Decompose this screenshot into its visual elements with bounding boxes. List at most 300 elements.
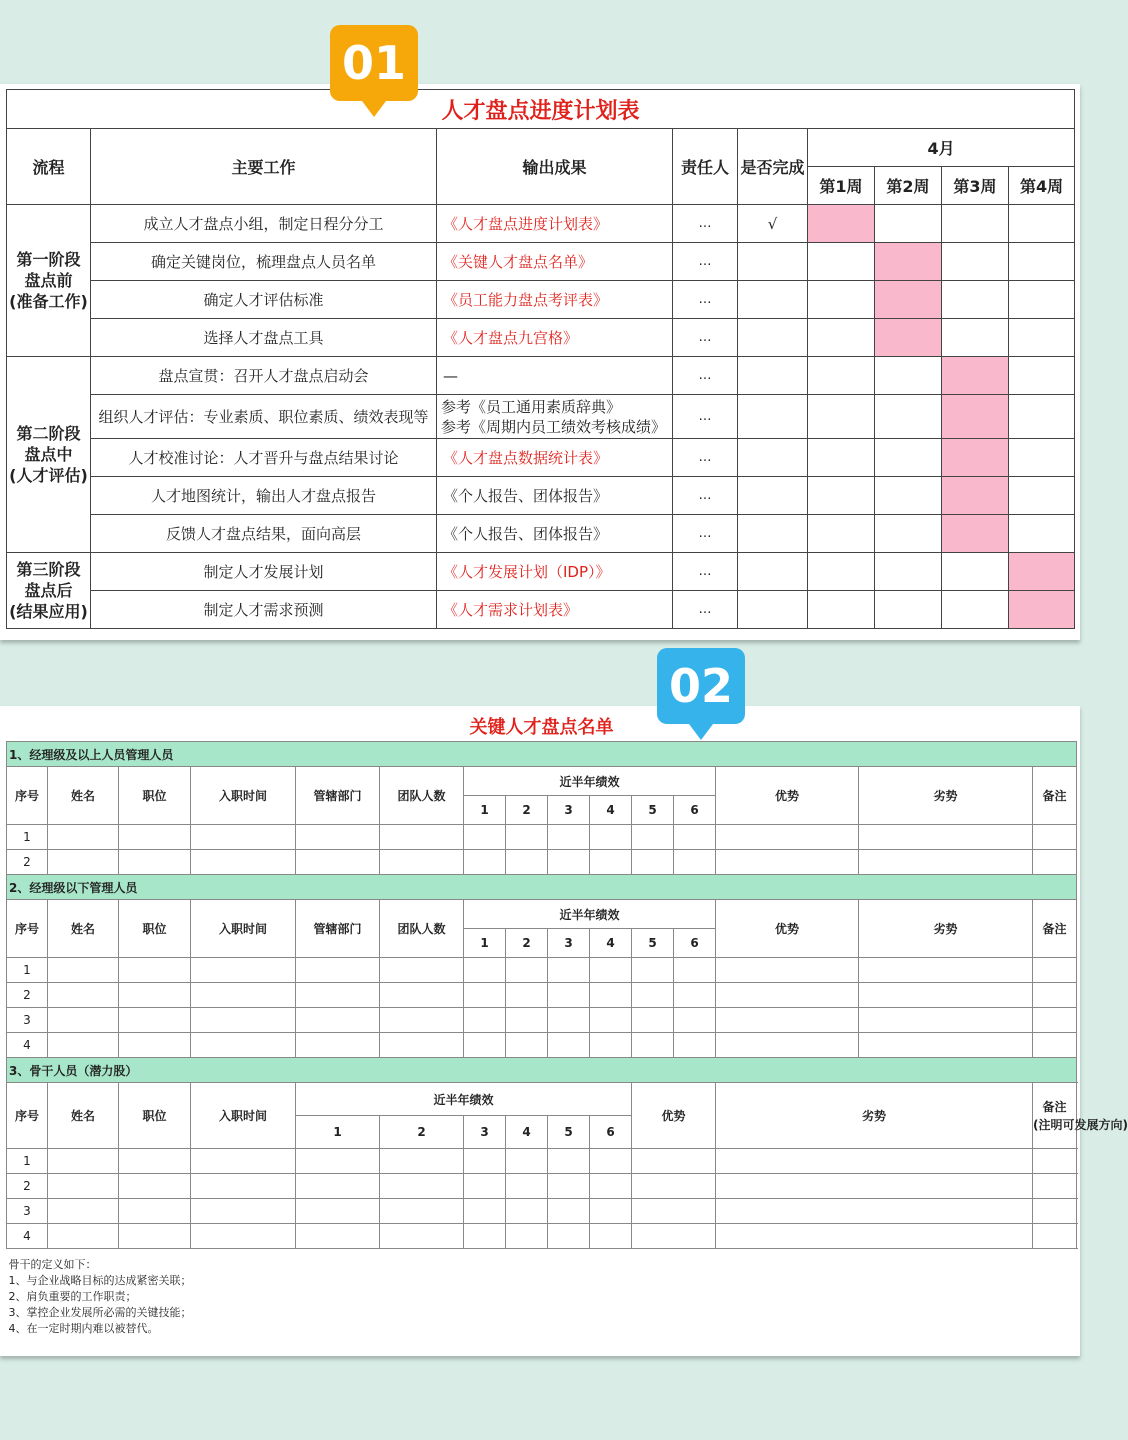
header-dept: 管辖部门 bbox=[296, 767, 380, 825]
header-adv: 优势 bbox=[632, 1083, 716, 1149]
perf-col-header: 4 bbox=[590, 796, 632, 825]
stage-cell bbox=[7, 357, 91, 553]
data-cell bbox=[590, 1149, 632, 1174]
data-cell bbox=[48, 1149, 119, 1174]
header-month: 4月 bbox=[808, 129, 1075, 167]
week-cell bbox=[875, 553, 942, 591]
data-cell bbox=[191, 1033, 296, 1058]
data-cell bbox=[119, 958, 191, 983]
week-cell bbox=[942, 553, 1009, 591]
data-cell bbox=[590, 983, 632, 1008]
data-cell bbox=[464, 1174, 506, 1199]
header-dis: 劣势 bbox=[716, 1083, 1033, 1149]
owner-cell: … bbox=[673, 205, 738, 243]
footnote-line: 骨干的定义如下： bbox=[8, 1258, 97, 1271]
data-cell bbox=[296, 958, 380, 983]
perf-col-header: 2 bbox=[506, 929, 548, 958]
data-cell bbox=[674, 825, 716, 850]
header-position: 职位 bbox=[119, 900, 191, 958]
data-cell bbox=[506, 850, 548, 875]
plan-row bbox=[7, 281, 1075, 319]
footnote bbox=[7, 1249, 1077, 1342]
output-cell: 《人才盘点进度计划表》 bbox=[437, 205, 673, 243]
stage-name: 盘点前 bbox=[24, 271, 73, 290]
data-cell bbox=[296, 1199, 380, 1224]
footnote-line: 2、肩负重要的工作职责； bbox=[8, 1290, 137, 1303]
row-no: 2 bbox=[7, 850, 48, 875]
header-team: 团队人数 bbox=[380, 900, 464, 958]
footnote-line: 4、在一定时期内难以被替代。 bbox=[8, 1322, 159, 1335]
week-cell bbox=[875, 357, 942, 395]
data-cell bbox=[1033, 850, 1077, 875]
work-cell: 成立人才盘点小组，制定日程分分工 bbox=[91, 205, 437, 243]
week-cell bbox=[808, 205, 875, 243]
section-title: 1、经理级及以上人员管理人员 bbox=[7, 742, 1077, 767]
data-cell bbox=[632, 1199, 716, 1224]
perf-col-header: 5 bbox=[632, 796, 674, 825]
row-no: 2 bbox=[7, 1174, 48, 1199]
done-cell bbox=[738, 439, 808, 477]
data-cell bbox=[191, 825, 296, 850]
plan-row bbox=[7, 395, 1075, 439]
week-cell bbox=[875, 515, 942, 553]
perf-col-header: 6 bbox=[590, 1116, 632, 1149]
data-cell bbox=[464, 1224, 506, 1249]
data-cell bbox=[632, 1149, 716, 1174]
data-cell bbox=[119, 825, 191, 850]
week-cell bbox=[875, 281, 942, 319]
talent-row bbox=[7, 1033, 1077, 1058]
data-cell bbox=[674, 1008, 716, 1033]
row-no: 3 bbox=[7, 1008, 48, 1033]
plan-row bbox=[7, 319, 1075, 357]
output-line: 参考《员工通用素质辞典》 bbox=[441, 397, 622, 416]
data-cell bbox=[380, 1199, 464, 1224]
stage-name: (结果应用) bbox=[9, 602, 88, 621]
work-cell: 确定关键岗位，梳理盘点人员名单 bbox=[91, 243, 437, 281]
perf-col-header: 3 bbox=[548, 929, 590, 958]
week-cell bbox=[808, 439, 875, 477]
output-cell: 《员工能力盘点考评表》 bbox=[437, 281, 673, 319]
stage-name: 第一阶段 bbox=[16, 250, 81, 269]
data-cell bbox=[464, 1008, 506, 1033]
done-cell bbox=[738, 243, 808, 281]
data-cell bbox=[380, 825, 464, 850]
output-cell: — bbox=[437, 357, 673, 395]
week-cell bbox=[1009, 477, 1075, 515]
data-cell bbox=[464, 983, 506, 1008]
perf-col-header: 3 bbox=[548, 796, 590, 825]
stage-name: 盘点中 bbox=[24, 445, 73, 464]
table2-title: 关键人才盘点名单 bbox=[469, 717, 614, 738]
stage-name: (准备工作) bbox=[9, 292, 88, 311]
data-cell bbox=[119, 850, 191, 875]
stage-name: (人才评估) bbox=[9, 466, 88, 485]
data-cell bbox=[380, 1224, 464, 1249]
data-cell bbox=[632, 850, 674, 875]
data-cell bbox=[506, 1224, 548, 1249]
data-cell bbox=[296, 1224, 380, 1249]
week-cell bbox=[875, 591, 942, 629]
data-cell bbox=[716, 1033, 859, 1058]
data-cell bbox=[191, 958, 296, 983]
data-cell bbox=[859, 1033, 1033, 1058]
perf-col-header: 5 bbox=[548, 1116, 590, 1149]
header-adv: 优势 bbox=[716, 767, 859, 825]
data-cell bbox=[48, 1199, 119, 1224]
badge-02: 02 bbox=[657, 648, 745, 724]
data-cell bbox=[464, 1199, 506, 1224]
output-cell: 《人才盘点数据统计表》 bbox=[437, 439, 673, 477]
data-cell bbox=[590, 825, 632, 850]
talent-row bbox=[7, 1224, 1077, 1249]
stage-name: 盘点后 bbox=[24, 581, 73, 600]
data-cell bbox=[548, 983, 590, 1008]
data-cell bbox=[674, 958, 716, 983]
done-cell bbox=[738, 591, 808, 629]
week-cell bbox=[808, 515, 875, 553]
week-cell bbox=[1009, 357, 1075, 395]
data-cell bbox=[716, 958, 859, 983]
output-cell: 《人才盘点九宫格》 bbox=[437, 319, 673, 357]
plan-row bbox=[7, 439, 1075, 477]
row-no: 1 bbox=[7, 825, 48, 850]
owner-cell: … bbox=[673, 591, 738, 629]
plan-row bbox=[7, 591, 1075, 629]
data-cell bbox=[48, 825, 119, 850]
work-cell: 人才地图统计，输出人才盘点报告 bbox=[91, 477, 437, 515]
data-cell bbox=[590, 1008, 632, 1033]
data-cell bbox=[296, 1008, 380, 1033]
data-cell bbox=[1033, 958, 1077, 983]
week-cell bbox=[942, 243, 1009, 281]
perf-col-header: 5 bbox=[632, 929, 674, 958]
header-name: 姓名 bbox=[48, 1083, 119, 1149]
data-cell bbox=[1033, 1149, 1077, 1174]
owner-cell: … bbox=[673, 319, 738, 357]
data-cell bbox=[506, 1149, 548, 1174]
owner-cell: … bbox=[673, 395, 738, 439]
perf-col-header: 6 bbox=[674, 929, 716, 958]
perf-col-header: 1 bbox=[464, 929, 506, 958]
done-cell bbox=[738, 319, 808, 357]
data-cell bbox=[632, 958, 674, 983]
data-cell bbox=[119, 983, 191, 1008]
owner-cell: … bbox=[673, 515, 738, 553]
done-cell bbox=[738, 395, 808, 439]
owner-cell: … bbox=[673, 439, 738, 477]
data-cell bbox=[674, 983, 716, 1008]
data-cell bbox=[506, 825, 548, 850]
header-note: 备注 bbox=[1033, 767, 1077, 825]
data-cell bbox=[590, 1174, 632, 1199]
done-cell bbox=[738, 357, 808, 395]
data-cell bbox=[548, 1149, 590, 1174]
data-cell bbox=[506, 958, 548, 983]
week-cell bbox=[942, 515, 1009, 553]
talent-row bbox=[7, 1008, 1077, 1033]
owner-cell: … bbox=[673, 553, 738, 591]
header-owner: 责任人 bbox=[673, 129, 738, 205]
week-cell bbox=[1009, 205, 1075, 243]
data-cell bbox=[632, 1008, 674, 1033]
talent-row bbox=[7, 825, 1077, 850]
data-cell bbox=[859, 983, 1033, 1008]
data-cell bbox=[191, 1174, 296, 1199]
data-cell bbox=[464, 958, 506, 983]
done-cell: √ bbox=[738, 205, 808, 243]
data-cell bbox=[1033, 1199, 1077, 1224]
header-flow: 流程 bbox=[7, 129, 91, 205]
data-cell bbox=[119, 1199, 191, 1224]
footnote-line: 1、与企业战略目标的达成紧密关联； bbox=[8, 1274, 192, 1287]
week-cell bbox=[875, 439, 942, 477]
data-cell bbox=[548, 1199, 590, 1224]
header-week-1: 第1周 bbox=[808, 167, 875, 205]
week-cell bbox=[942, 439, 1009, 477]
plan-row bbox=[7, 357, 1075, 395]
header-note-dev bbox=[1033, 1083, 1128, 1149]
stage-name: 第三阶段 bbox=[16, 560, 81, 579]
talent-row bbox=[7, 983, 1077, 1008]
output-cell: 《人才需求计划表》 bbox=[437, 591, 673, 629]
header-note: 备注 bbox=[1033, 900, 1077, 958]
week-cell bbox=[808, 357, 875, 395]
header-join: 入职时间 bbox=[191, 900, 296, 958]
data-cell bbox=[464, 1149, 506, 1174]
data-cell bbox=[191, 1008, 296, 1033]
owner-cell: … bbox=[673, 477, 738, 515]
data-cell bbox=[632, 1224, 716, 1249]
header-no: 序号 bbox=[7, 1083, 48, 1149]
plan-row bbox=[7, 515, 1075, 553]
week-cell bbox=[808, 477, 875, 515]
data-cell bbox=[590, 1224, 632, 1249]
header-no: 序号 bbox=[7, 900, 48, 958]
data-cell bbox=[716, 1008, 859, 1033]
data-cell bbox=[632, 1033, 674, 1058]
header-position: 职位 bbox=[119, 1083, 191, 1149]
week-cell bbox=[808, 395, 875, 439]
header-name: 姓名 bbox=[48, 900, 119, 958]
week-cell bbox=[808, 553, 875, 591]
data-cell bbox=[191, 1199, 296, 1224]
talent-row bbox=[7, 850, 1077, 875]
stage-name: 第二阶段 bbox=[16, 424, 81, 443]
week-cell bbox=[1009, 243, 1075, 281]
week-cell bbox=[1009, 439, 1075, 477]
data-cell bbox=[48, 983, 119, 1008]
header-join: 入职时间 bbox=[191, 767, 296, 825]
week-cell bbox=[875, 477, 942, 515]
data-cell bbox=[590, 1199, 632, 1224]
data-cell bbox=[590, 958, 632, 983]
data-cell bbox=[1033, 1033, 1077, 1058]
week-cell bbox=[808, 243, 875, 281]
plan-row bbox=[7, 205, 1075, 243]
data-cell bbox=[506, 1199, 548, 1224]
data-cell bbox=[1033, 825, 1077, 850]
data-cell bbox=[1033, 983, 1077, 1008]
work-cell: 确定人才评估标准 bbox=[91, 281, 437, 319]
output-cell bbox=[437, 395, 673, 439]
data-cell bbox=[296, 1033, 380, 1058]
data-cell bbox=[380, 983, 464, 1008]
output-cell: 《个人报告、团体报告》 bbox=[437, 477, 673, 515]
week-cell bbox=[875, 243, 942, 281]
data-cell bbox=[119, 1174, 191, 1199]
data-cell bbox=[296, 825, 380, 850]
data-cell bbox=[859, 1008, 1033, 1033]
week-cell bbox=[875, 319, 942, 357]
week-cell bbox=[1009, 395, 1075, 439]
work-cell: 组织人才评估：专业素质、职位素质、绩效表现等 bbox=[91, 395, 437, 439]
talent-row bbox=[7, 1199, 1077, 1224]
done-cell bbox=[738, 477, 808, 515]
row-no: 3 bbox=[7, 1199, 48, 1224]
header-perf: 近半年绩效 bbox=[464, 900, 716, 929]
data-cell bbox=[506, 1008, 548, 1033]
data-cell bbox=[464, 825, 506, 850]
week-cell bbox=[875, 395, 942, 439]
data-cell bbox=[119, 1008, 191, 1033]
key-talent-table bbox=[6, 711, 1128, 1341]
row-no: 4 bbox=[7, 1033, 48, 1058]
week-cell bbox=[942, 591, 1009, 629]
work-cell: 制定人才需求预测 bbox=[91, 591, 437, 629]
header-work: 主要工作 bbox=[91, 129, 437, 205]
data-cell bbox=[119, 1224, 191, 1249]
data-cell bbox=[859, 958, 1033, 983]
header-no: 序号 bbox=[7, 767, 48, 825]
output-cell: 《人才发展计划（IDP）》 bbox=[437, 553, 673, 591]
data-cell bbox=[548, 1224, 590, 1249]
data-cell bbox=[632, 983, 674, 1008]
data-cell bbox=[191, 1149, 296, 1174]
data-cell bbox=[859, 825, 1033, 850]
output-cell: 《个人报告、团体报告》 bbox=[437, 515, 673, 553]
header-perf: 近半年绩效 bbox=[296, 1083, 632, 1116]
data-cell bbox=[296, 850, 380, 875]
data-cell bbox=[716, 825, 859, 850]
week-cell bbox=[942, 319, 1009, 357]
plan-row bbox=[7, 553, 1075, 591]
talent-row bbox=[7, 1174, 1077, 1199]
owner-cell: … bbox=[673, 243, 738, 281]
section-title: 2、经理级以下管理人员 bbox=[7, 875, 1077, 900]
perf-col-header: 2 bbox=[380, 1116, 464, 1149]
week-cell bbox=[942, 395, 1009, 439]
data-cell bbox=[191, 850, 296, 875]
data-cell bbox=[380, 1174, 464, 1199]
perf-col-header: 4 bbox=[590, 929, 632, 958]
week-cell bbox=[942, 281, 1009, 319]
data-cell bbox=[464, 1033, 506, 1058]
work-cell: 盘点宣贯：召开人才盘点启动会 bbox=[91, 357, 437, 395]
done-cell bbox=[738, 515, 808, 553]
talent-row bbox=[7, 1149, 1077, 1174]
week-cell bbox=[942, 357, 1009, 395]
data-cell bbox=[506, 1174, 548, 1199]
note-line: (注明可发展方向) bbox=[1033, 1117, 1128, 1132]
data-cell bbox=[548, 850, 590, 875]
week-cell bbox=[942, 477, 1009, 515]
data-cell bbox=[1033, 1174, 1077, 1199]
badge-01: 01 bbox=[330, 25, 418, 101]
week-cell bbox=[808, 591, 875, 629]
data-cell bbox=[191, 1224, 296, 1249]
data-cell bbox=[119, 1149, 191, 1174]
data-cell bbox=[296, 1149, 380, 1174]
week-cell bbox=[808, 281, 875, 319]
data-cell bbox=[380, 850, 464, 875]
header-team: 团队人数 bbox=[380, 767, 464, 825]
data-cell bbox=[191, 983, 296, 1008]
data-cell bbox=[716, 850, 859, 875]
footnote-line: 3、掌控企业发展所必需的关键技能； bbox=[8, 1306, 192, 1319]
data-cell bbox=[859, 850, 1033, 875]
week-cell bbox=[1009, 319, 1075, 357]
week-cell bbox=[808, 319, 875, 357]
header-perf: 近半年绩效 bbox=[464, 767, 716, 796]
header-dis: 劣势 bbox=[859, 900, 1033, 958]
week-cell bbox=[1009, 553, 1075, 591]
data-cell bbox=[716, 983, 859, 1008]
perf-col-header: 2 bbox=[506, 796, 548, 825]
data-cell bbox=[674, 850, 716, 875]
talent-row bbox=[7, 958, 1077, 983]
data-cell bbox=[48, 1033, 119, 1058]
data-cell bbox=[48, 1174, 119, 1199]
plan-row bbox=[7, 243, 1075, 281]
week-cell bbox=[875, 205, 942, 243]
data-cell bbox=[48, 958, 119, 983]
data-cell bbox=[296, 1174, 380, 1199]
perf-col-header: 4 bbox=[506, 1116, 548, 1149]
progress-plan-table bbox=[6, 89, 1075, 629]
stage-cell bbox=[7, 205, 91, 357]
data-cell bbox=[548, 1008, 590, 1033]
data-cell bbox=[380, 1008, 464, 1033]
week-cell bbox=[942, 205, 1009, 243]
work-cell: 人才校准讨论：人才晋升与盘点结果讨论 bbox=[91, 439, 437, 477]
header-week-2: 第2周 bbox=[875, 167, 942, 205]
data-cell bbox=[590, 1033, 632, 1058]
perf-col-header: 3 bbox=[464, 1116, 506, 1149]
work-cell: 制定人才发展计划 bbox=[91, 553, 437, 591]
data-cell bbox=[380, 958, 464, 983]
stage-cell bbox=[7, 553, 91, 629]
done-cell bbox=[738, 281, 808, 319]
data-cell bbox=[632, 825, 674, 850]
data-cell bbox=[48, 850, 119, 875]
perf-col-header: 1 bbox=[464, 796, 506, 825]
output-line: 参考《周期内员工绩效考核成绩》 bbox=[441, 417, 667, 436]
header-join: 入职时间 bbox=[191, 1083, 296, 1149]
data-cell bbox=[1033, 1224, 1077, 1249]
row-no: 1 bbox=[7, 1149, 48, 1174]
header-name: 姓名 bbox=[48, 767, 119, 825]
data-cell bbox=[548, 1033, 590, 1058]
header-position: 职位 bbox=[119, 767, 191, 825]
data-cell bbox=[119, 1033, 191, 1058]
data-cell bbox=[506, 983, 548, 1008]
header-dept: 管辖部门 bbox=[296, 900, 380, 958]
data-cell bbox=[548, 1174, 590, 1199]
owner-cell: … bbox=[673, 357, 738, 395]
week-cell bbox=[1009, 281, 1075, 319]
data-cell bbox=[1033, 1008, 1077, 1033]
